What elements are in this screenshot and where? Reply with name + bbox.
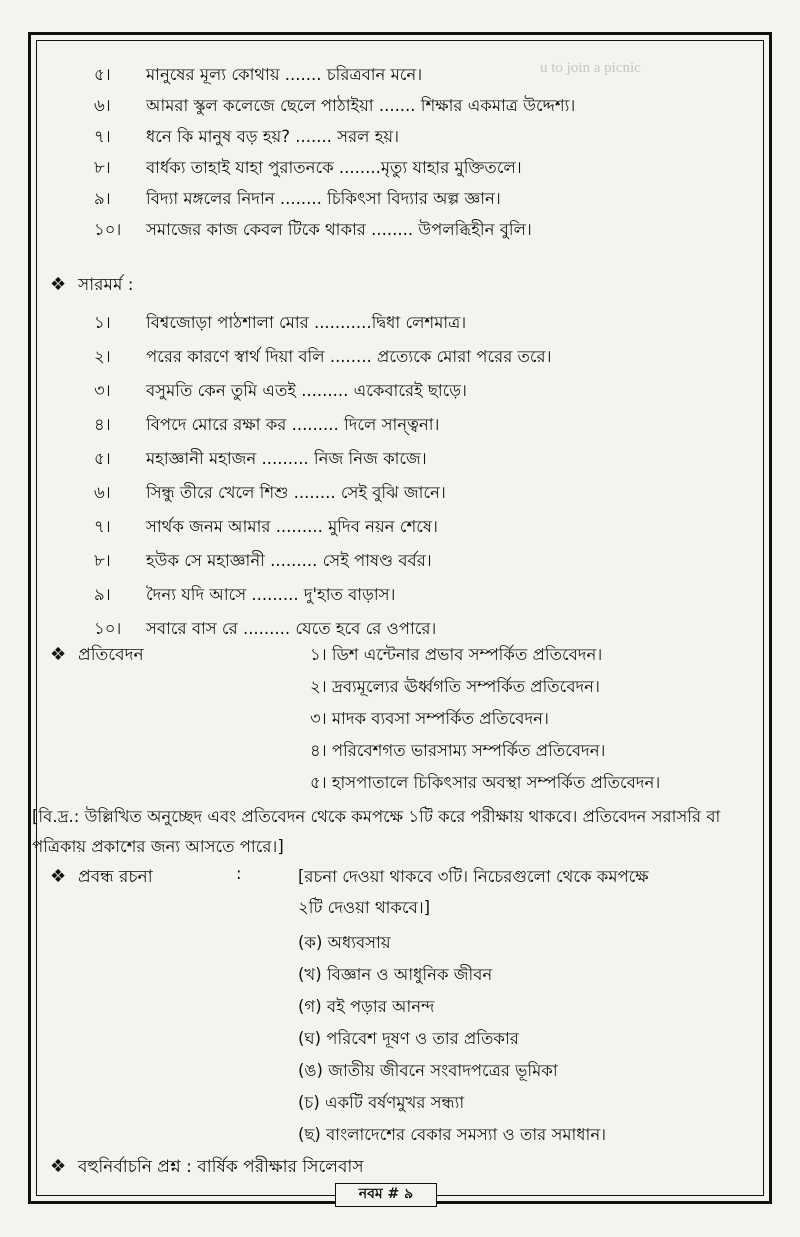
essay-heading-text: প্রবন্ধ রচনা <box>78 867 153 887</box>
item-text: সমাজের কাজ কেবল টিকে থাকার ........ উপলব্ধিহীন বুলি। <box>146 220 532 239</box>
list-item <box>94 62 422 89</box>
item-number: ১। <box>94 313 111 332</box>
list-item: ৩। মাদক ব্যবসা সম্পর্কিত প্রতিবেদন। <box>310 709 549 728</box>
item-number: ৯। <box>94 189 111 208</box>
list-item <box>94 616 436 643</box>
item-text: সবারে বাস রে ......... যেতে হবে রে ওপারে। <box>146 619 437 638</box>
item-number: ৬। <box>94 96 111 115</box>
list-item: (ঙ) জাতীয় জীবনে সংবাদপত্রের ভূমিকা <box>298 1061 558 1080</box>
essay-instruction: ২টি দেওয়া থাকবে।] <box>298 898 431 917</box>
mcq-text: বার্ষিক পরীক্ষার সিলেবাস <box>197 1157 364 1177</box>
item-text: ধনে কি মানুষ বড় হয়? ....... সরল হয়। <box>146 127 399 146</box>
item-number: ৫। <box>94 65 111 84</box>
essay-heading <box>50 864 153 892</box>
list-item <box>94 480 446 507</box>
item-text: বিদ্যা মঙ্গলের নিদান ........ চিকিৎসা বিদ্যার অল্প জ্ঞান। <box>146 189 501 208</box>
item-text: হউক সে মহাজ্ঞানী ......... সেই পাষণ্ড বর্বর। <box>146 551 432 570</box>
item-number: ১০। <box>94 220 122 239</box>
page-number-label: নবম # ৯ <box>335 1183 437 1207</box>
item-number: ৬। <box>94 483 111 502</box>
list-item <box>94 155 522 182</box>
item-text: আমরা স্কুল কলেজে ছেলে পাঠাইয়া ....... শিক্ষার একমাত্র উদ্দেশ্য। <box>146 96 576 115</box>
list-item: ৪। পরিবেশগত ভারসাম্য সম্পর্কিত প্রতিবেদন। <box>310 741 606 760</box>
list-item: (খ) বিজ্ঞান ও আধুনিক জীবন <box>298 965 493 984</box>
list-item <box>94 378 467 405</box>
item-number: ৭। <box>94 127 111 146</box>
note-paragraph: [বি.দ্র.: উল্লিখিত অনুচ্ছেদ এবং প্রতিবেদন থেকে কমপক্ষে ১টি করে পরীক্ষায় থাকবে। প্রতিবেদন সরাসরি বা পত্রিকায় প্রকাশের জন্য আসতে পারে।] <box>32 807 721 856</box>
item-number: ৭। <box>94 517 111 536</box>
report-heading <box>50 642 144 670</box>
item-text: বিশ্বজোড়া পাঠশালা মোর ...........দ্বিধা লেশমাত্র। <box>146 313 467 332</box>
item-number: ১০। <box>94 619 122 638</box>
list-item <box>94 124 399 151</box>
item-text: সিন্ধু তীরে খেলে শিশু ........ সেই বুঝি জানে। <box>146 483 446 502</box>
diamond-cross-bullet-icon: ❖ <box>50 1156 67 1177</box>
list-item: ২। দ্রব্যমূল্যের ঊর্ধ্বগতি সম্পর্কিত প্রতিবেদন। <box>310 677 600 696</box>
diamond-cross-bullet-icon: ❖ <box>50 866 67 887</box>
item-number: ৯। <box>94 585 111 604</box>
list-item: (ছ) বাংলাদেশের বেকার সমস্যা ও তার সমাধান। <box>298 1125 607 1144</box>
summary-heading-text: সারমর্ম : <box>78 275 134 295</box>
bleed-through-text: u to join a picnic <box>540 60 641 76</box>
list-item <box>94 582 395 609</box>
list-item: ৫। হাসপাতালে চিকিৎসার অবস্থা সম্পর্কিত প্রতিবেদন। <box>310 773 661 792</box>
list-item <box>94 310 466 337</box>
list-item <box>94 93 575 120</box>
summary-heading <box>50 272 134 300</box>
item-text: বসুমতি কেন তুমি এতই ......... একেবারেই ছাড়ে। <box>146 381 467 400</box>
diamond-cross-bullet-icon: ❖ <box>50 644 67 665</box>
item-text: বিপদে মোরে রক্ষা কর ......... দিলে সান্ত্বনা। <box>146 415 440 434</box>
item-number: ৫। <box>94 449 111 468</box>
item-number: ৮। <box>94 551 111 570</box>
mcq-heading-text: বহুনির্বাচনি প্রশ্ন : <box>78 1157 192 1177</box>
list-item <box>94 412 439 439</box>
list-item <box>94 217 532 244</box>
diamond-cross-bullet-icon: ❖ <box>50 274 67 295</box>
list-item: (গ) বই পড়ার আনন্দ <box>298 997 435 1016</box>
item-text: দৈন্য যদি আসে ......... দু'হাত বাড়াস। <box>146 585 396 604</box>
item-number: ৮। <box>94 158 111 177</box>
syllabus-content <box>32 52 760 1177</box>
item-text: সার্থক জনম আমার ......... মুদিব নয়ন শেষে। <box>146 517 438 536</box>
essay-colon: : <box>236 864 242 883</box>
item-number: ২। <box>94 347 111 366</box>
list-item <box>94 548 432 575</box>
list-item <box>94 344 552 371</box>
list-item: ১। ডিশ এন্টেনার প্রভাব সম্পর্কিত প্রতিবেদন। <box>310 645 603 664</box>
list-item <box>94 186 501 213</box>
list-item <box>94 446 427 473</box>
item-text: বার্ধক্য তাহাই যাহা পুরাতনকে ........মৃত্যু যাহার মুক্তিতলে। <box>146 158 522 177</box>
item-text: পরের কারণে স্বার্থ দিয়া বলি ........ প্রত্যেকে মোরা পরের তরে। <box>146 347 552 366</box>
item-text: মহাজ্ঞানী মহাজন ......... নিজ নিজ কাজে। <box>146 449 427 468</box>
list-item: (চ) একটি বর্ষণমুখর সন্ধ্যা <box>298 1093 465 1112</box>
item-number: ৩। <box>94 381 111 400</box>
mcq-heading <box>50 1154 364 1182</box>
item-text: মানুষের মূল্য কোথায় ....... চরিত্রবান মনে। <box>146 65 423 84</box>
report-heading-text: প্রতিবেদন <box>78 645 144 665</box>
list-item: (ক) অধ্যবসায় <box>298 933 391 952</box>
list-item: (ঘ) পরিবেশ দূষণ ও তার প্রতিকার <box>298 1029 519 1048</box>
list-item <box>94 514 438 541</box>
item-number: ৪। <box>94 415 111 434</box>
essay-instruction: [রচনা দেওয়া থাকবে ৩টি। নিচেরগুলো থেকে কমপক্ষে <box>298 867 649 886</box>
